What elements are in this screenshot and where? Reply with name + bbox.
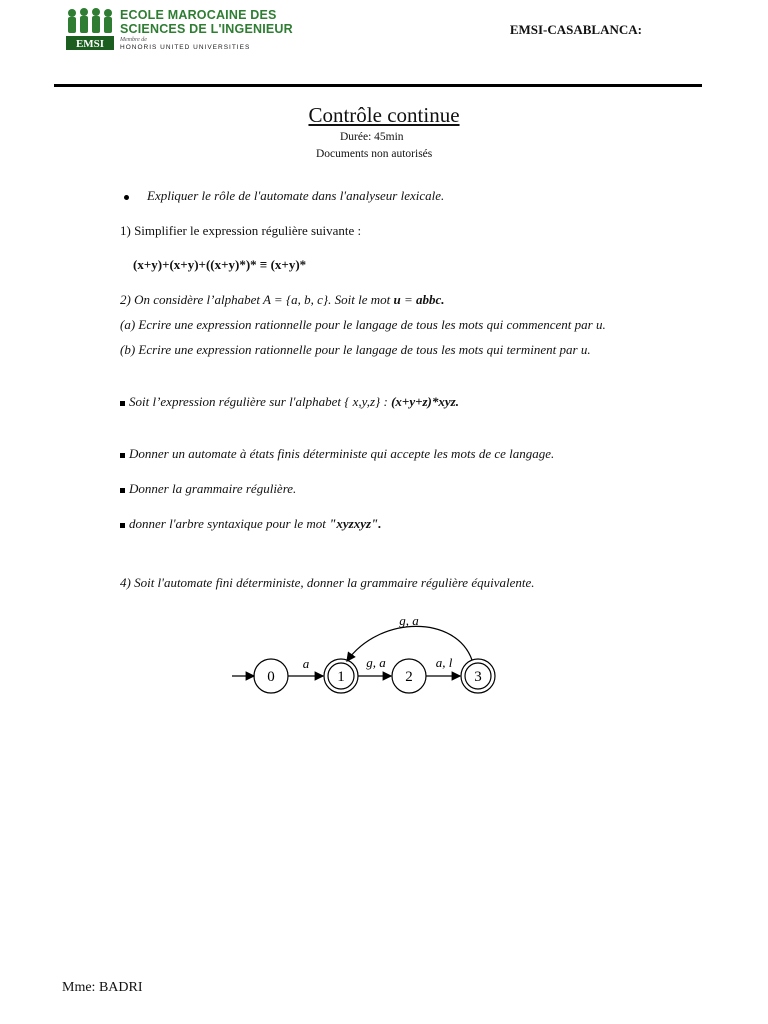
- logo-line-3: Membre de: [120, 37, 147, 43]
- question-3-expression: (x+y+z)*xyz.: [391, 394, 459, 409]
- question-2-equals: =: [400, 292, 416, 307]
- logo-tag: EMSI: [75, 38, 105, 50]
- question-3a-text: Donner un automate à états finis déterministe qui accepte les mots de ce langage.: [129, 446, 555, 461]
- question-2: [120, 292, 445, 308]
- question-4: 4) Soit l'automate fini déterministe, donner la grammaire régulière équivalente.: [120, 575, 535, 590]
- question-3c-text: donner l'arbre syntaxique pour le mot: [129, 516, 330, 531]
- transition-3-1-label: g, a: [399, 613, 419, 628]
- question-3-text: Soit l’expression régulière sur l'alphabet { x,y,z} :: [129, 394, 392, 409]
- school-name: EMSI-CASABLANCA:: [509, 22, 642, 37]
- square-bullet-icon: [120, 453, 125, 458]
- state-0-label: 0: [267, 669, 275, 685]
- question-3c: [120, 516, 382, 532]
- exam-documents-note: Documents non autorisés: [316, 148, 433, 160]
- logo-line-1: ECOLE MAROCAINE DES: [120, 8, 277, 22]
- exam-duration: Durée: 45min: [340, 131, 404, 143]
- state-2-label: 2: [405, 669, 413, 685]
- question-2-word: abbc.: [416, 292, 445, 307]
- state-3-label: 3: [474, 669, 482, 685]
- square-bullet-icon: [120, 401, 125, 406]
- question-0: [124, 188, 444, 204]
- question-1-expression: (x+y)+(x+y)+((x+y)*)* ≡ (x+y)*: [133, 257, 307, 272]
- question-1: 1) Simplifier le expression régulière suivante :: [120, 223, 362, 238]
- bullet-icon: [124, 195, 129, 200]
- square-bullet-icon: [120, 523, 125, 528]
- transition-2-3-label: a, l: [435, 655, 453, 670]
- question-2-text: 2) On considère l’alphabet A = {a, b, c}. Soit le mot: [120, 292, 394, 307]
- logo-line-2: SCIENCES DE L'INGENIEUR: [120, 22, 293, 36]
- state-1-label: 1: [337, 669, 345, 685]
- automaton-diagram: [220, 605, 520, 705]
- transition-0-1-label: a: [302, 656, 310, 671]
- square-bullet-icon: [120, 488, 125, 493]
- question-0-text: Expliquer le rôle de l'automate dans l'analyseur lexicale.: [147, 188, 445, 203]
- exam-title: Contrôle continue: [308, 103, 460, 127]
- header-divider: [54, 84, 702, 87]
- question-2b: (b) Ecrire une expression rationnelle pour le langage de tous les mots qui terminent par u.: [120, 342, 591, 357]
- logo-line-4: HONORIS UNITED UNIVERSITIES: [120, 44, 251, 51]
- question-3: [120, 394, 459, 410]
- school-logo: [64, 6, 293, 52]
- question-3a: [120, 446, 554, 462]
- author-footer: Mme: BADRI: [62, 980, 143, 995]
- question-2-variable: u: [393, 292, 401, 307]
- state-0: [254, 659, 288, 693]
- transition-1-2-label: g, a: [366, 655, 386, 670]
- question-3c-word: "xyzxyz".: [329, 516, 382, 531]
- question-3b-text: Donner la grammaire régulière.: [129, 481, 297, 496]
- question-3b: [120, 481, 296, 497]
- question-2a: (a) Ecrire une expression rationnelle pour le langage de tous les mots qui commencent par u.: [120, 317, 606, 332]
- logo-figures-icon: [64, 6, 116, 52]
- state-1: [324, 659, 358, 693]
- state-3: [461, 659, 495, 693]
- state-2: [392, 659, 426, 693]
